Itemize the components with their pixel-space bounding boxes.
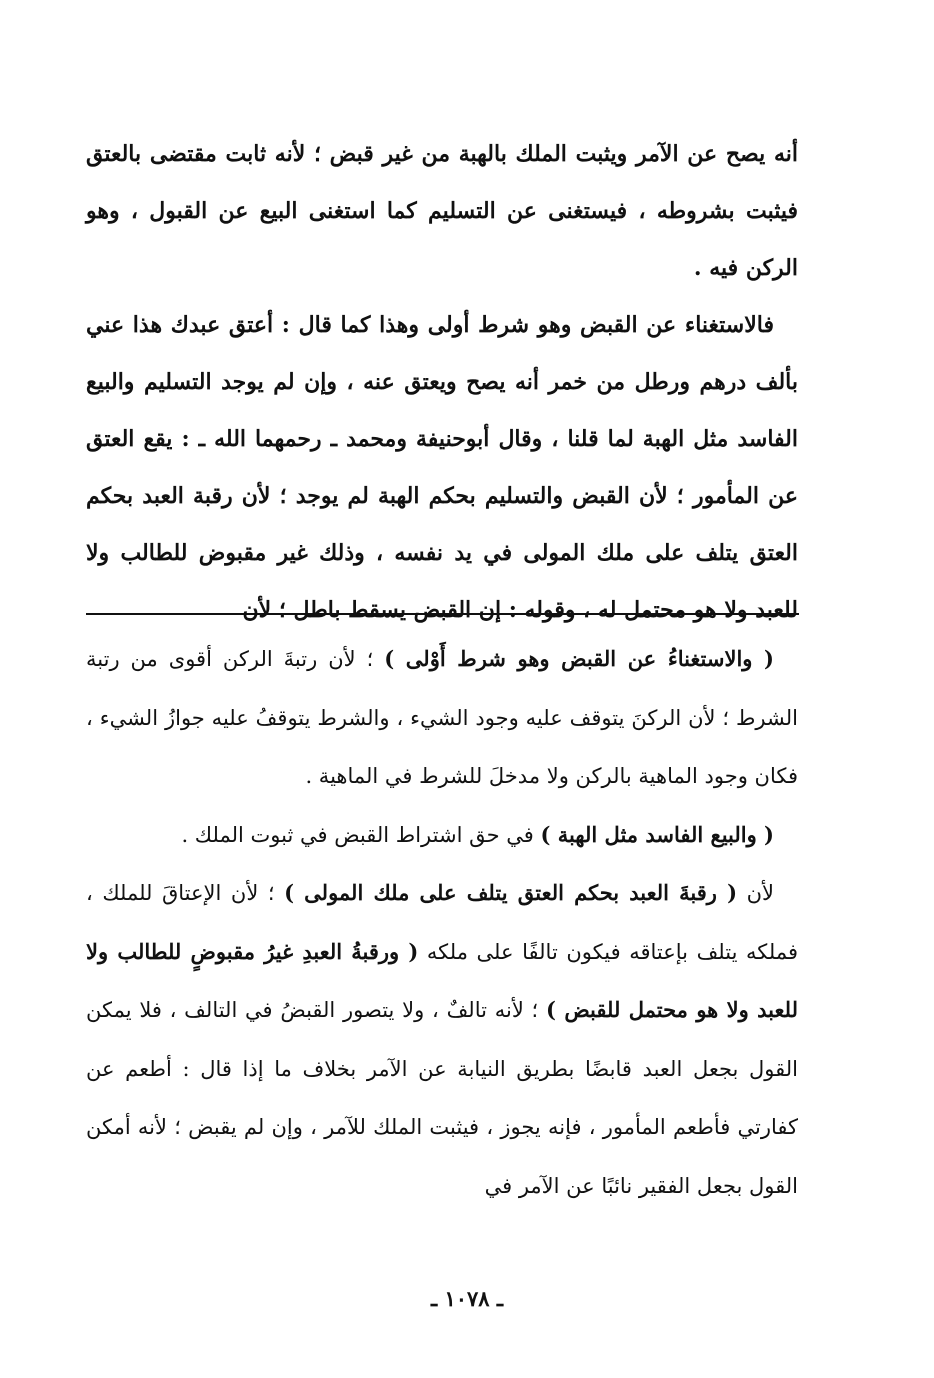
quoted-phrase: ( والاستغناءُ عن القبض وهو شرط أَوْلى ) [384, 646, 774, 671]
commentary-text-span: لأن [737, 881, 774, 905]
commentary-paragraph-2 [86, 806, 798, 865]
commentary-text-span: في حق اشتراط القبض في ثبوت الملك . [181, 822, 541, 847]
commentary-paragraph-3 [86, 864, 798, 1215]
page-number: ـ ١٠٧٨ ـ [430, 1286, 504, 1311]
main-text [86, 126, 798, 639]
commentary-text-span: ؛ لأن رتبةَ الركن أقوى من رتبة الشرط ؛ لأن الركنَ يتوقف عليه وجود الشيء ، والشرط يتوقفُ عليه جوازُ الشيء ، فكان وجود الماهية بالركن ولا مدخلَ للشرط في الماهية . [86, 647, 798, 788]
quoted-phrase: ( ورقبةُ العبدِ غيرُ مقبوضٍ للطالب ولا للعبد ولا هو محتمل للقبض ) [86, 938, 798, 1022]
commentary-text-span: ؛ لأن الإعتاقَ للملك ، فملكه يتلف بإعتاقه فيكون تالفًا على ملكه [86, 881, 799, 964]
footnote-divider [86, 613, 799, 615]
main-paragraph-2: فالاستغناء عن القبض وهو شرط أولى وهذا كما قال : أعتق عبدك هذا عني بألف درهم ورطل من خمر أنه يصح ويعتق عنه ، وإن لم يوجد التسليم والبيع الفاسد مثل الهبة لما قلنا ، وقال أبوحنيفة ومحمد ـ رحمهما الله ـ : يقع العتق عن المأمور ؛ لأن القبض والتسليم بحكم الهبة لم يوجد ؛ لأن رقبة العبد بحكم العتق يتلف على ملك المولى في يد نفسه ، وذلك غير مقبوض للطالب ولا للعبد ولا هو محتمل له ، وقوله : إن القبض يسقط باطل ؛ لأن [86, 312, 798, 623]
quoted-phrase: ( رقبةَ العبد بحكم العتق يتلف على ملك المولى ) [284, 880, 738, 905]
commentary-text-span: ؛ لأنه تالفٌ ، ولا يتصور القبضُ في التالف ، فلا يمكن القول بجعل العبد قابضًا بطريق النيابة عن الآمر بخلاف ما إذا قال : أطعم عن كفارتي فأطعم المأمور ، فإنه يجوز ، فيثبت الملك للآمر ، وإن لم يقبض ؛ لأنه أمكن القول بجعل الفقير نائبًا عن الآمر في [86, 998, 798, 1198]
main-paragraph-1: أنه يصح عن الآمر ويثبت الملك بالهبة من غير قبض ؛ لأنه ثابت مقتضى بالعتق فيثبت بشروطه ، فيستغنى عن التسليم كما استغنى البيع عن القبول ، وهو الركن فيه . [86, 141, 798, 281]
quoted-phrase: ( والبيع الفاسد مثل الهبة ) [540, 821, 774, 847]
commentary-paragraph-1 [86, 630, 798, 806]
commentary-text [86, 630, 798, 1215]
